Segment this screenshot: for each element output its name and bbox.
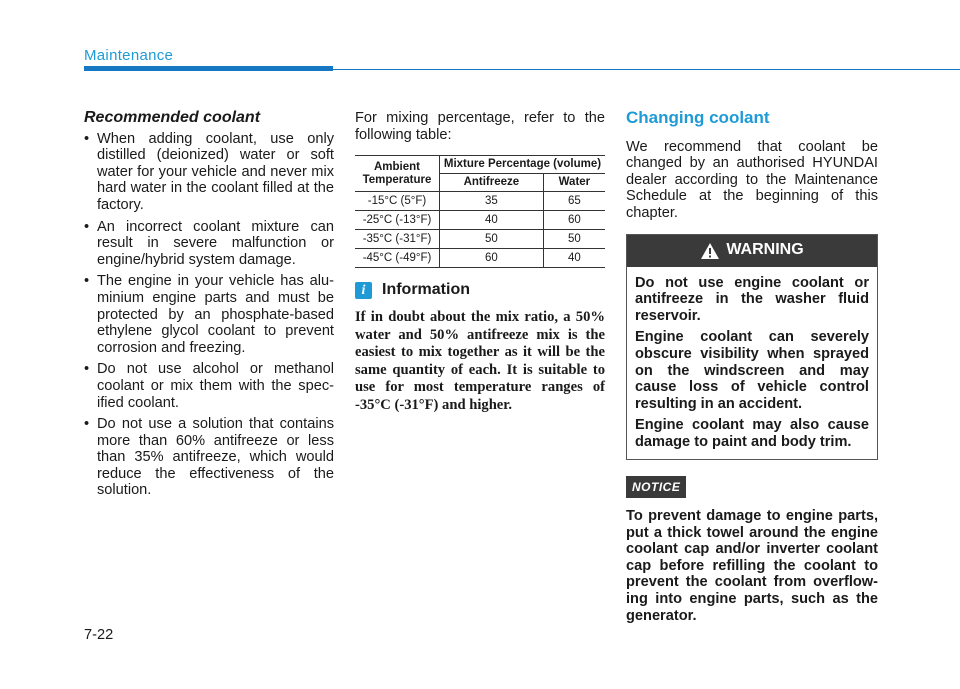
page-number: 7-22 [84, 627, 114, 643]
mixture-table [355, 155, 605, 268]
warning-label: WARNING [726, 241, 804, 259]
water-cell: 50 [543, 230, 605, 249]
antifreeze-cell: 50 [440, 230, 544, 249]
temp-cell: -45°C (-49°F) [355, 249, 440, 268]
warning-paragraph: Engine coolant may also cause damage to paint and body trim. [635, 417, 869, 450]
recommended-coolant-heading: Recommended coolant [84, 109, 261, 126]
changing-coolant-intro: We recommend that coolant be changed by an authorised HYUNDAI dealer according to the Maintenance Schedule at the beginning of this chapter. [626, 138, 878, 221]
temp-cell: -15°C (5°F) [355, 192, 440, 211]
information-header [355, 282, 605, 299]
table-row [355, 249, 605, 268]
header-water: Water [543, 174, 605, 192]
warning-body [627, 267, 877, 459]
section-title: Maintenance [84, 47, 174, 64]
warning-paragraph: Engine coolant can severely obscure visibility when sprayed on the windscreen and may cause loss of vehicle control resulting in an accident. [635, 329, 869, 412]
water-cell: 65 [543, 192, 605, 211]
antifreeze-cell: 35 [440, 192, 544, 211]
temp-cell: -25°C (-13°F) [355, 211, 440, 230]
header-rule-thick [84, 66, 333, 71]
bullet-item: • Do not use a solution that contains more than 60% antifreeze or less than 35% antifreeze, which would reduce the effectiveness of the solution. [84, 416, 334, 499]
notice-body: To prevent damage to engine parts, put a thick towel around the engine coolant cap and/or inverter coolant cap before refilling the coolant to prevent the coolant from overflow-ing into engine parts, such as the generator. [626, 508, 878, 624]
bullet-item: • An incorrect coolant mixture can result in severe malfunction or engine/hybrid system damage. [84, 219, 334, 269]
water-cell: 40 [543, 249, 605, 268]
antifreeze-cell: 60 [440, 249, 544, 268]
table-row [355, 230, 605, 249]
changing-coolant-heading: Changing coolant [626, 108, 770, 127]
water-cell: 60 [543, 211, 605, 230]
info-icon: i [355, 282, 372, 299]
antifreeze-cell: 40 [440, 211, 544, 230]
bullet-item: • When adding coolant, use only distilled (deionized) water or soft water for your vehicle and never mix hard water in the coolant filled at the factory. [84, 131, 334, 214]
header-ambient-temperature: Ambient Temperature [355, 156, 440, 192]
coolant-bullet-list [84, 131, 334, 499]
header-antifreeze: Antifreeze [440, 174, 544, 192]
warning-paragraph: Do not use engine coolant or antifreeze in the washer fluid reservoir. [635, 274, 869, 324]
bullet-item: • The engine in your vehicle has alu-minium engine parts and must be protected by an phosphate-based ethylene glycol coolant to prevent corrosion and freezing. [84, 273, 334, 356]
information-title: Information [382, 281, 470, 299]
mixing-intro: For mixing percentage, refer to the following table: [355, 110, 605, 143]
middle-column [355, 110, 605, 414]
information-body: If in doubt about the mix ratio, a 50% water and 50% antifreeze mix is the easiest to mix together as it will be the same quantity of each. It is suitable to use for most temperature ranges of -35°C (-31°F) and higher. [355, 309, 605, 413]
header-rule-thin [333, 69, 960, 70]
left-column [84, 110, 334, 504]
warning-band [627, 235, 877, 267]
table-row [355, 211, 605, 230]
notice-badge: NOTICE [626, 476, 686, 499]
warning-triangle-icon [700, 242, 720, 260]
right-column [626, 110, 878, 624]
warning-box [626, 234, 878, 460]
temp-cell: -35°C (-31°F) [355, 230, 440, 249]
table-row [355, 192, 605, 211]
bullet-item: • Do not use alcohol or methanol coolant or mix them with the spec-ified coolant. [84, 361, 334, 411]
header-mixture-percentage: Mixture Percentage (volume) [440, 156, 606, 174]
